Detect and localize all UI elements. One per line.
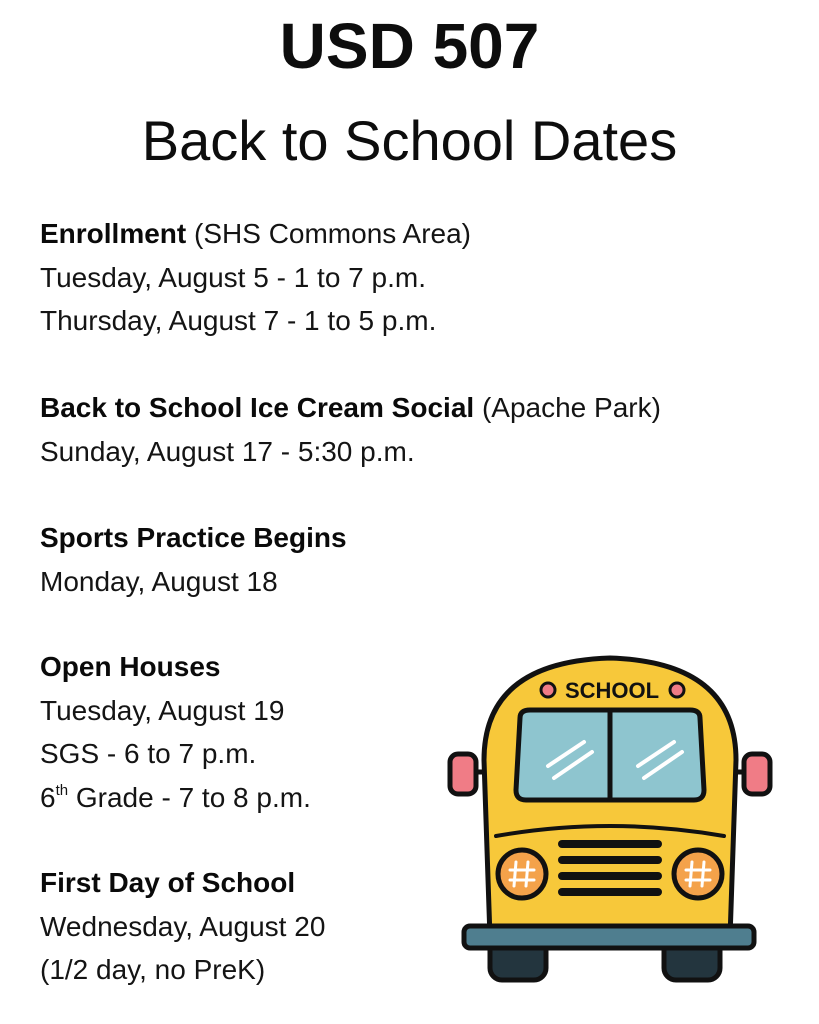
grade-suffix: th	[55, 781, 69, 799]
page-title: USD 507	[279, 10, 540, 82]
enrollment-date-1: Tuesday, August 5 - 1 to 7 p.m.	[40, 261, 426, 293]
left-mirror	[450, 754, 476, 794]
right-headlight	[674, 850, 722, 898]
first-day-date: Wednesday, August 20	[40, 910, 326, 942]
bus-sign-text: SCHOOL	[564, 678, 660, 703]
sports-practice-heading: Sports Practice Begins	[40, 522, 347, 553]
ice-cream-social-date: Sunday, August 17 - 5:30 p.m.	[40, 435, 415, 467]
sign-right-dot	[670, 683, 684, 697]
sign-left-dot	[541, 683, 555, 697]
enrollment-location: (SHS Commons Area)	[194, 218, 471, 249]
ice-cream-social-section	[40, 386, 760, 473]
ice-cream-social-heading: Back to School Ice Cream Social	[40, 392, 475, 423]
ice-cream-social-location: (Apache Park)	[481, 392, 661, 423]
left-headlight	[498, 850, 546, 898]
sports-practice-date: Monday, August 18	[40, 565, 278, 597]
open-houses-heading: Open Houses	[40, 651, 221, 682]
enrollment-title-line	[40, 212, 760, 256]
bumper	[464, 926, 754, 948]
sports-practice-section	[40, 516, 760, 603]
right-mirror	[744, 754, 770, 794]
page-subtitle: Back to School Dates	[141, 109, 678, 172]
school-bus-icon	[440, 648, 780, 988]
ice-cream-social-title-line	[40, 386, 760, 430]
grade-number: 6	[40, 781, 56, 813]
first-day-heading: First Day of School	[40, 867, 296, 898]
open-houses-sgs-time: SGS - 6 to 7 p.m.	[40, 738, 257, 769]
enrollment-date-2: Thursday, August 7 - 1 to 5 p.m.	[40, 305, 437, 336]
open-houses-date: Tuesday, August 19	[40, 694, 285, 726]
grade-time-text: Grade - 7 to 8 p.m.	[68, 781, 311, 813]
enrollment-section	[40, 212, 760, 343]
enrollment-heading: Enrollment	[40, 218, 187, 249]
first-day-note: (1/2 day, no PreK)	[40, 954, 266, 985]
